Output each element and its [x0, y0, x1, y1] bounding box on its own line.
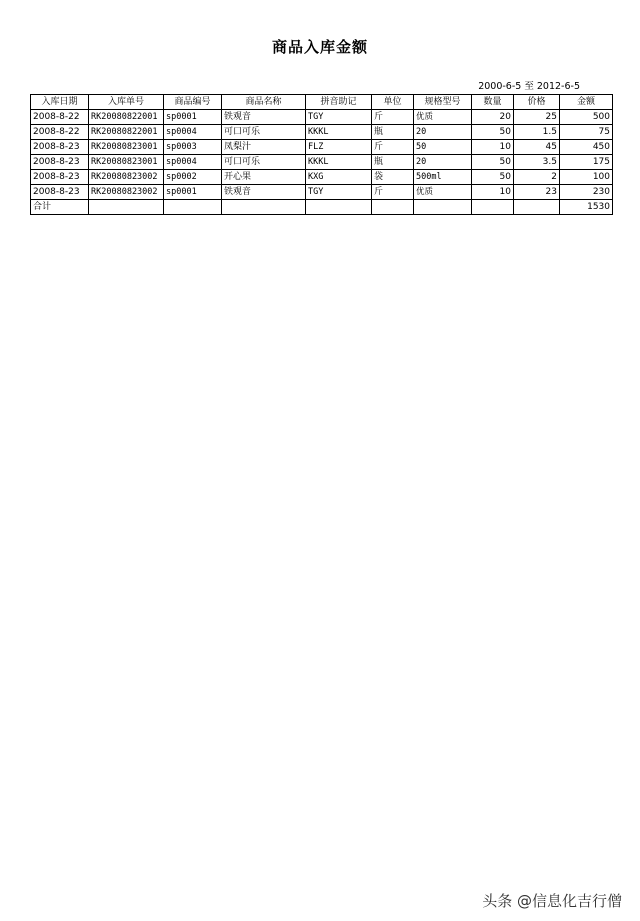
- empty-cell: [306, 200, 372, 215]
- cell-unit: 袋: [372, 170, 414, 185]
- cell-unit: 瓶: [372, 155, 414, 170]
- cell-quantity: 10: [472, 140, 514, 155]
- cell-item-name: 铁观音: [222, 185, 306, 200]
- cell-amount: 175: [560, 155, 613, 170]
- column-header: 拼音助记: [306, 95, 372, 110]
- cell-amount: 75: [560, 125, 613, 140]
- empty-cell: [164, 200, 222, 215]
- watermark: 头条 @信息化吉行僧: [482, 892, 622, 910]
- cell-order-no: RK20080823002: [89, 185, 164, 200]
- cell-item-name: 凤梨汁: [222, 140, 306, 155]
- cell-amount: 230: [560, 185, 613, 200]
- cell-item-name: 铁观音: [222, 110, 306, 125]
- cell-unit: 斤: [372, 185, 414, 200]
- cell-order-no: RK20080823002: [89, 170, 164, 185]
- column-header: 入库日期: [31, 95, 89, 110]
- total-label: 合计: [31, 200, 89, 215]
- cell-price: 2: [514, 170, 560, 185]
- cell-unit: 斤: [372, 140, 414, 155]
- cell-item-name: 可口可乐: [222, 125, 306, 140]
- column-header: 商品编号: [164, 95, 222, 110]
- empty-cell: [372, 200, 414, 215]
- cell-order-no: RK20080822001: [89, 110, 164, 125]
- cell-order-no: RK20080822001: [89, 125, 164, 140]
- cell-date: 2008-8-23: [31, 170, 89, 185]
- cell-date: 2008-8-23: [31, 155, 89, 170]
- cell-quantity: 50: [472, 155, 514, 170]
- cell-price: 3.5: [514, 155, 560, 170]
- table-row: [31, 185, 613, 200]
- cell-quantity: 50: [472, 170, 514, 185]
- column-header: 入库单号: [89, 95, 164, 110]
- cell-spec: 20: [414, 125, 472, 140]
- cell-amount: 500: [560, 110, 613, 125]
- column-header: 商品名称: [222, 95, 306, 110]
- column-header: 价格: [514, 95, 560, 110]
- table-header-row: [31, 95, 613, 110]
- total-amount: 1530: [560, 200, 613, 215]
- cell-unit: 瓶: [372, 125, 414, 140]
- cell-order-no: RK20080823001: [89, 155, 164, 170]
- cell-quantity: 10: [472, 185, 514, 200]
- inventory-inbound-table: [30, 94, 613, 215]
- cell-unit: 斤: [372, 110, 414, 125]
- column-header: 单位: [372, 95, 414, 110]
- cell-spec: 50: [414, 140, 472, 155]
- cell-quantity: 20: [472, 110, 514, 125]
- empty-cell: [222, 200, 306, 215]
- empty-cell: [472, 200, 514, 215]
- cell-amount: 100: [560, 170, 613, 185]
- cell-item-code: sp0002: [164, 170, 222, 185]
- cell-pinyin: TGY: [306, 110, 372, 125]
- column-header: 规格型号: [414, 95, 472, 110]
- cell-spec: 优质: [414, 110, 472, 125]
- cell-price: 1.5: [514, 125, 560, 140]
- cell-date: 2008-8-23: [31, 185, 89, 200]
- cell-quantity: 50: [472, 125, 514, 140]
- column-header: 数量: [472, 95, 514, 110]
- cell-item-code: sp0004: [164, 155, 222, 170]
- cell-price: 45: [514, 140, 560, 155]
- cell-pinyin: KKKL: [306, 155, 372, 170]
- cell-price: 25: [514, 110, 560, 125]
- cell-price: 23: [514, 185, 560, 200]
- column-header: 金额: [560, 95, 613, 110]
- table-row: [31, 125, 613, 140]
- cell-date: 2008-8-22: [31, 110, 89, 125]
- cell-pinyin: TGY: [306, 185, 372, 200]
- cell-pinyin: KKKL: [306, 125, 372, 140]
- cell-spec: 500ml: [414, 170, 472, 185]
- cell-item-name: 开心果: [222, 170, 306, 185]
- cell-pinyin: FLZ: [306, 140, 372, 155]
- report-title: 商品入库金额: [271, 38, 368, 56]
- table-row: [31, 140, 613, 155]
- table-row: [31, 155, 613, 170]
- cell-item-code: sp0001: [164, 185, 222, 200]
- total-row: [31, 200, 613, 215]
- cell-order-no: RK20080823001: [89, 140, 164, 155]
- empty-cell: [89, 200, 164, 215]
- empty-cell: [514, 200, 560, 215]
- cell-item-code: sp0003: [164, 140, 222, 155]
- cell-date: 2008-8-23: [31, 140, 89, 155]
- cell-item-name: 可口可乐: [222, 155, 306, 170]
- cell-item-code: sp0001: [164, 110, 222, 125]
- date-range: 2000-6-5 至 2012-6-5: [478, 81, 580, 92]
- cell-amount: 450: [560, 140, 613, 155]
- table-row: [31, 170, 613, 185]
- empty-cell: [414, 200, 472, 215]
- table-row: [31, 110, 613, 125]
- cell-date: 2008-8-22: [31, 125, 89, 140]
- cell-item-code: sp0004: [164, 125, 222, 140]
- cell-spec: 20: [414, 155, 472, 170]
- cell-pinyin: KXG: [306, 170, 372, 185]
- cell-spec: 优质: [414, 185, 472, 200]
